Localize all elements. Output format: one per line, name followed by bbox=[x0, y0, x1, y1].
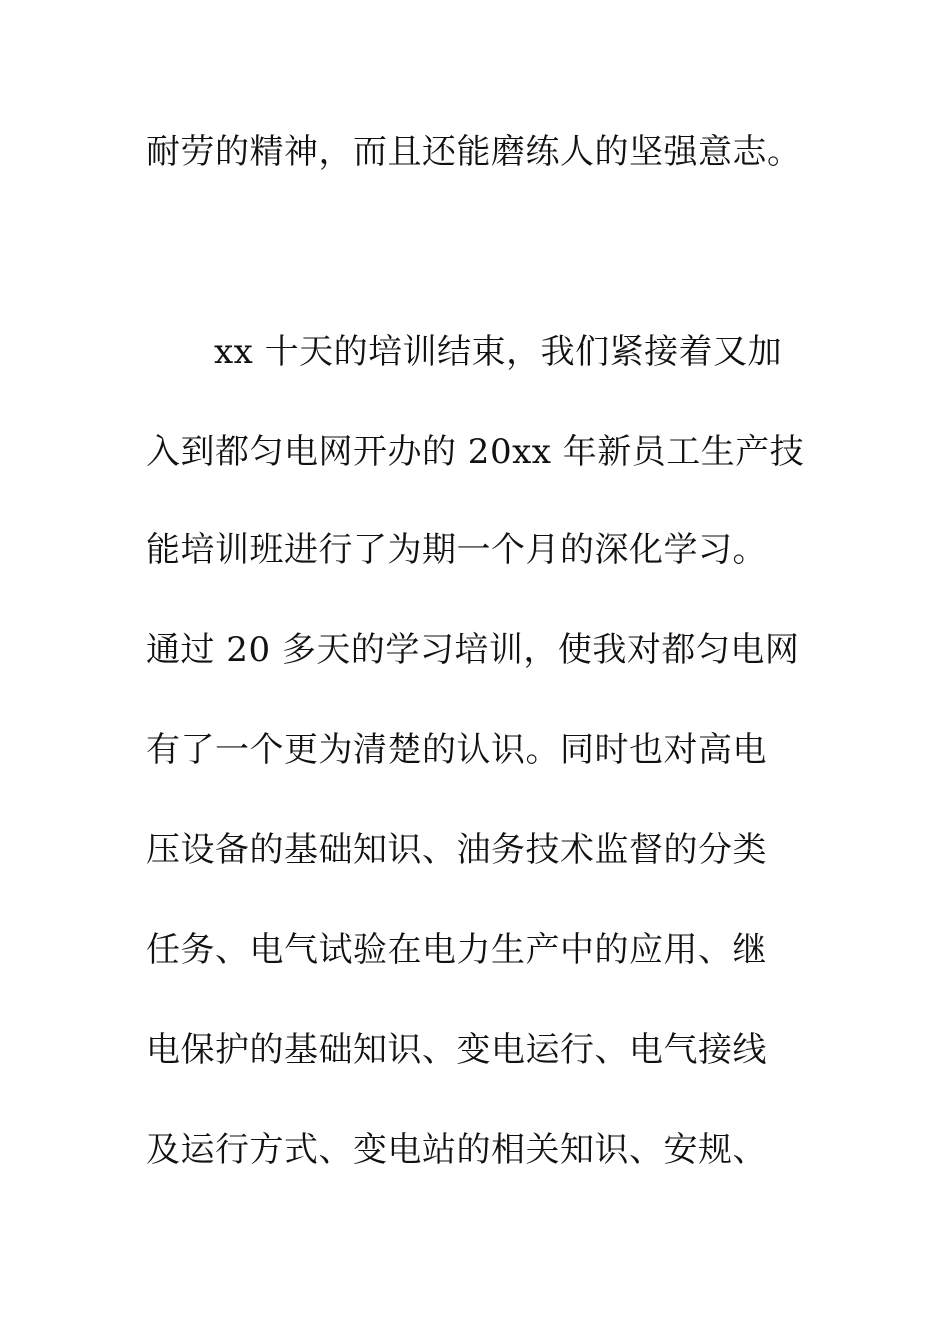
paragraph-2-line-4: 通过 20 多天的学习培训，使我对都匀电网 bbox=[146, 630, 800, 670]
paragraph-2-line-8: 电保护的基础知识、变电运行、电气接线 bbox=[146, 1030, 767, 1070]
paragraph-2-line-2: 入到都匀电网开办的 20xx 年新员工生产技 bbox=[146, 432, 805, 472]
paragraph-2-line-6: 压设备的基础知识、油务技术监督的分类 bbox=[146, 830, 767, 870]
paragraph-2-line-9: 及运行方式、变电站的相关知识、安规、 bbox=[146, 1130, 767, 1170]
paragraph-2-line-1: xx 十天的培训结束，我们紧接着又加 bbox=[214, 332, 783, 372]
paragraph-2-line-7: 任务、电气试验在电力生产中的应用、继 bbox=[146, 930, 767, 970]
paragraph-1-line-1: 耐劳的精神，而且还能磨练人的坚强意志。 bbox=[146, 132, 802, 172]
paragraph-2-line-5: 有了一个更为清楚的认识。同时也对高电 bbox=[146, 730, 767, 770]
paragraph-2-line-3: 能培训班进行了为期一个月的深化学习。 bbox=[146, 530, 767, 570]
